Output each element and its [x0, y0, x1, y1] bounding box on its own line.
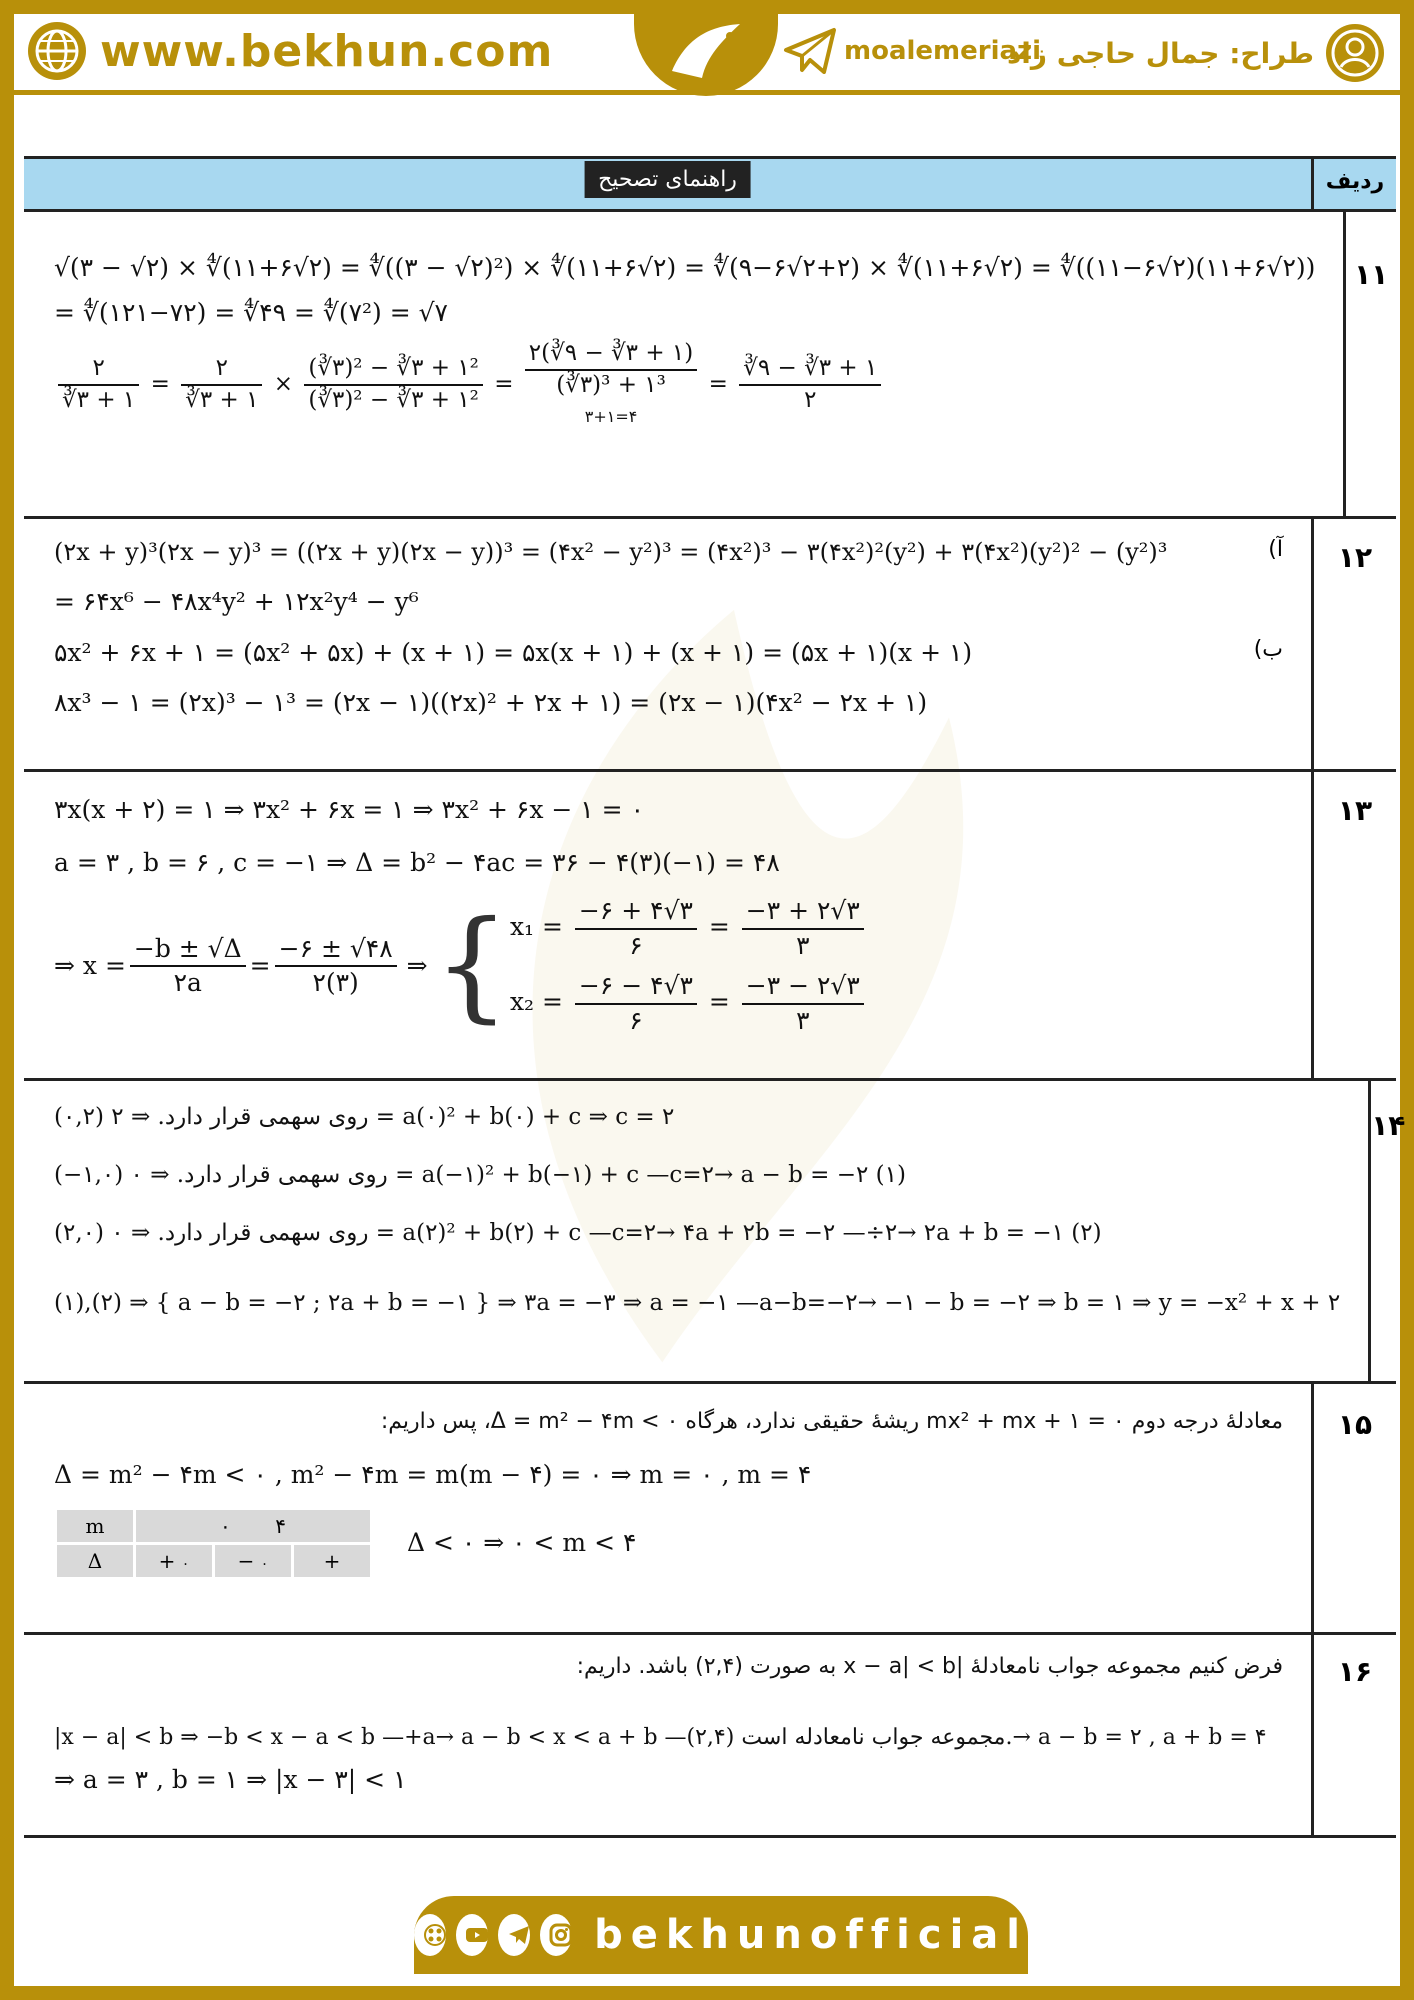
sign-table: m ۰ ۴ Δ + ۰ − ۰ + — [54, 1507, 373, 1580]
telegram-link[interactable] — [782, 26, 1041, 76]
row16-intro: فرض کنیم مجموعه جواب نامعادلهٔ |x − a| < b به صورت (۲,۴) باشد. داریم: — [576, 1654, 1283, 1679]
row15-intro: معادلهٔ درجه دوم mx² + mx + ۱ = ۰ ریشهٔ حقیقی ندارد، هرگاه Δ = m² − ۴m < ۰، پس داریم: — [380, 1409, 1283, 1434]
row12-line-1: (۲x + y)³(۲x − y)³ = ((۲x + y)(۲x − y))³ = (۴x² − y²)³ = (۴x²)³ − ۳(۴x²)²(y²) + ۳(۴x²)(y²)² − (y²)³ — [54, 538, 1168, 566]
table-row-13 — [24, 772, 1396, 1081]
footer-handle: bekhunofficial — [594, 1912, 1028, 1958]
row14-line-2: (−۱,۰) روی سهمی قرار دارد. ⇒ ۰ = a(−۱)² + b(−۱) + c —c=۲→ a − b = −۲ (۱) — [54, 1161, 906, 1188]
header — [14, 14, 1400, 95]
website-text: www.bekhun.com — [100, 25, 554, 77]
part-a-label: آ) — [1268, 537, 1283, 562]
row15-result: Δ < ۰ ⇒ ۰ < m < ۴ — [407, 1528, 637, 1558]
row16-line-2: ⇒ a = ۳ , b = ۱ ⇒ |x − ۳| < ۱ — [54, 1765, 407, 1795]
row-number: ۱۲ — [1337, 541, 1373, 574]
row11-line-2: = ∜(۱۲۱−۷۲) = ∜۴۹ = ∜(۷²) = √۷ — [54, 297, 448, 327]
row13-line-1: ۳x(x + ۲) = ۱ ⇒ ۳x² + ۶x = ۱ ⇒ ۳x² + ۶x − ۱ = ۰ — [54, 795, 644, 824]
telegram-handle: moalemeriazi — [844, 36, 1042, 66]
telegram-icon — [782, 26, 838, 76]
table-row-12 — [24, 519, 1396, 772]
table-row-14 — [24, 1081, 1406, 1384]
answer-table — [24, 156, 1406, 1838]
brand-logo — [634, 0, 778, 96]
row11-frac-line: $\frac{۲}{∛۳ + ۱}$ = $\frac{۲}{∛۳ + ۱}$ × $\frac{\text{(∛۳)² − ∛۳ + ۱²}}{\text{(∛۳)² − ∛۳ + ۱²}}$ = ۲(∛۹ − ∛۳ + ۱) (∛۳)³ + ۱³ ۳+۱=۴ = $\frac{∛۹ - ∛۳ + ۱}{۲}$ — [54, 339, 1315, 431]
column-row-number: ردیف — [1314, 159, 1396, 209]
row16-line-1: |x − a| < b ⇒ −b < x − a < b —+a→ a − b < x < a + b —(۲,۴) مجموعه جواب نامعادله است.→ a − b = ۲ , a + b = ۴ — [54, 1724, 1267, 1750]
globe-icon — [28, 22, 86, 80]
table-row-15 — [24, 1384, 1396, 1635]
row12-line-2: = ۶۴x⁶ − ۴۸x⁴y² + ۱۲x²y⁴ − y⁶ — [54, 587, 419, 617]
user-icon — [1326, 24, 1384, 82]
row15-line-1: Δ = m² − ۴m < ۰ , m² − ۴m = m(m − ۴) = ۰ ⇒ m = ۰ , m = ۴ — [54, 1459, 812, 1489]
social-footer — [414, 1896, 1028, 1974]
website-link[interactable] — [28, 22, 553, 80]
row-number: ۱۴ — [1371, 1109, 1406, 1142]
instagram-icon[interactable] — [540, 1914, 572, 1956]
row11-line-1: √(۳ − √۲) × ∜(۱۱+۶√۲) = ∜((۳ − √۲)²) × ∜(۱۱+۶√۲) = ∜(۹−۶√۲+۲) × ∜(۱۱+۶√۲) = ∜((۱۱−۶√۲)(۱۱+۶√۲)) — [54, 253, 1316, 282]
designer-name: طراح: جمال حاجی زاد — [1006, 36, 1314, 70]
part-b-label: ب) — [1253, 636, 1283, 662]
table-row-16 — [24, 1635, 1396, 1838]
page — [14, 14, 1406, 1986]
table-header — [24, 156, 1396, 212]
designer-credit — [1007, 24, 1384, 82]
row12-line-3: ۵x² + ۶x + ۱ = (۵x² + ۵x) + (x + ۱) = ۵x(x + ۱) + (x + ۱) = (۵x + ۱)(x + ۱) — [54, 637, 973, 667]
row-number: ۱۳ — [1337, 794, 1373, 827]
telegram-footer-icon[interactable] — [498, 1914, 530, 1956]
row-number: ۱۵ — [1337, 1408, 1373, 1441]
row13-quadratic: ⇒ x = $\frac{-b \pm √\Delta}{۲a}$ = $\frac{-۶ \pm √۴۸}{۲(۳)}$ ⇒ { x₁ = $\frac{-۶ + ۴√۳}{۶}$ = $\frac{-۳ + ۲√۳}{۳}$ x₂ = $\frac{-۶ - ۴√۳}{۶}$ = $\frac{-۳ - ۲√۳}{۳}$ — [54, 895, 1283, 1037]
row14-line-1: (۰,۲) روی سهمی قرار دارد. ⇒ ۲ = a(۰)² + b(۰) + c ⇒ c = ۲ — [54, 1104, 675, 1130]
aparat-icon[interactable] — [414, 1914, 446, 1956]
row14-line-3: (۲,۰) روی سهمی قرار دارد. ⇒ ۰ = a(۲)² + b(۲) + c —c=۲→ ۴a + ۲b = −۲ —÷۲→ ۲a + b = −۱ (۲) — [54, 1219, 1102, 1246]
row14-line-4: (۱),(۲) ⇒ { a − b = −۲ ; ۲a + b = −۱ } ⇒ ۳a = −۳ ⇒ a = −۱ —a−b=−۲→ −۱ − b = −۲ ⇒ b = ۱ ⇒ y = −x² + x + ۲ — [54, 1289, 1341, 1316]
row-number: ۱۶ — [1337, 1655, 1373, 1688]
column-answer-guide: راهنمای تصحیح — [584, 161, 751, 198]
youtube-icon[interactable] — [456, 1914, 488, 1956]
row-number: ۱۱ — [1354, 258, 1389, 291]
row12-line-4: ۸x³ − ۱ = (۲x)³ − ۱³ = (۲x − ۱)((۲x)² + ۲x + ۱) = (۲x − ۱)(۴x² − ۲x + ۱) — [54, 688, 928, 718]
table-row-11 — [24, 212, 1396, 519]
brace-note: ۳+۱=۴ — [584, 406, 638, 426]
row13-line-2: a = ۳ , b = ۶ , c = −۱ ⇒ Δ = b² − ۴ac = ۳۶ − ۴(۳)(−۱) = ۴۸ — [54, 847, 780, 877]
